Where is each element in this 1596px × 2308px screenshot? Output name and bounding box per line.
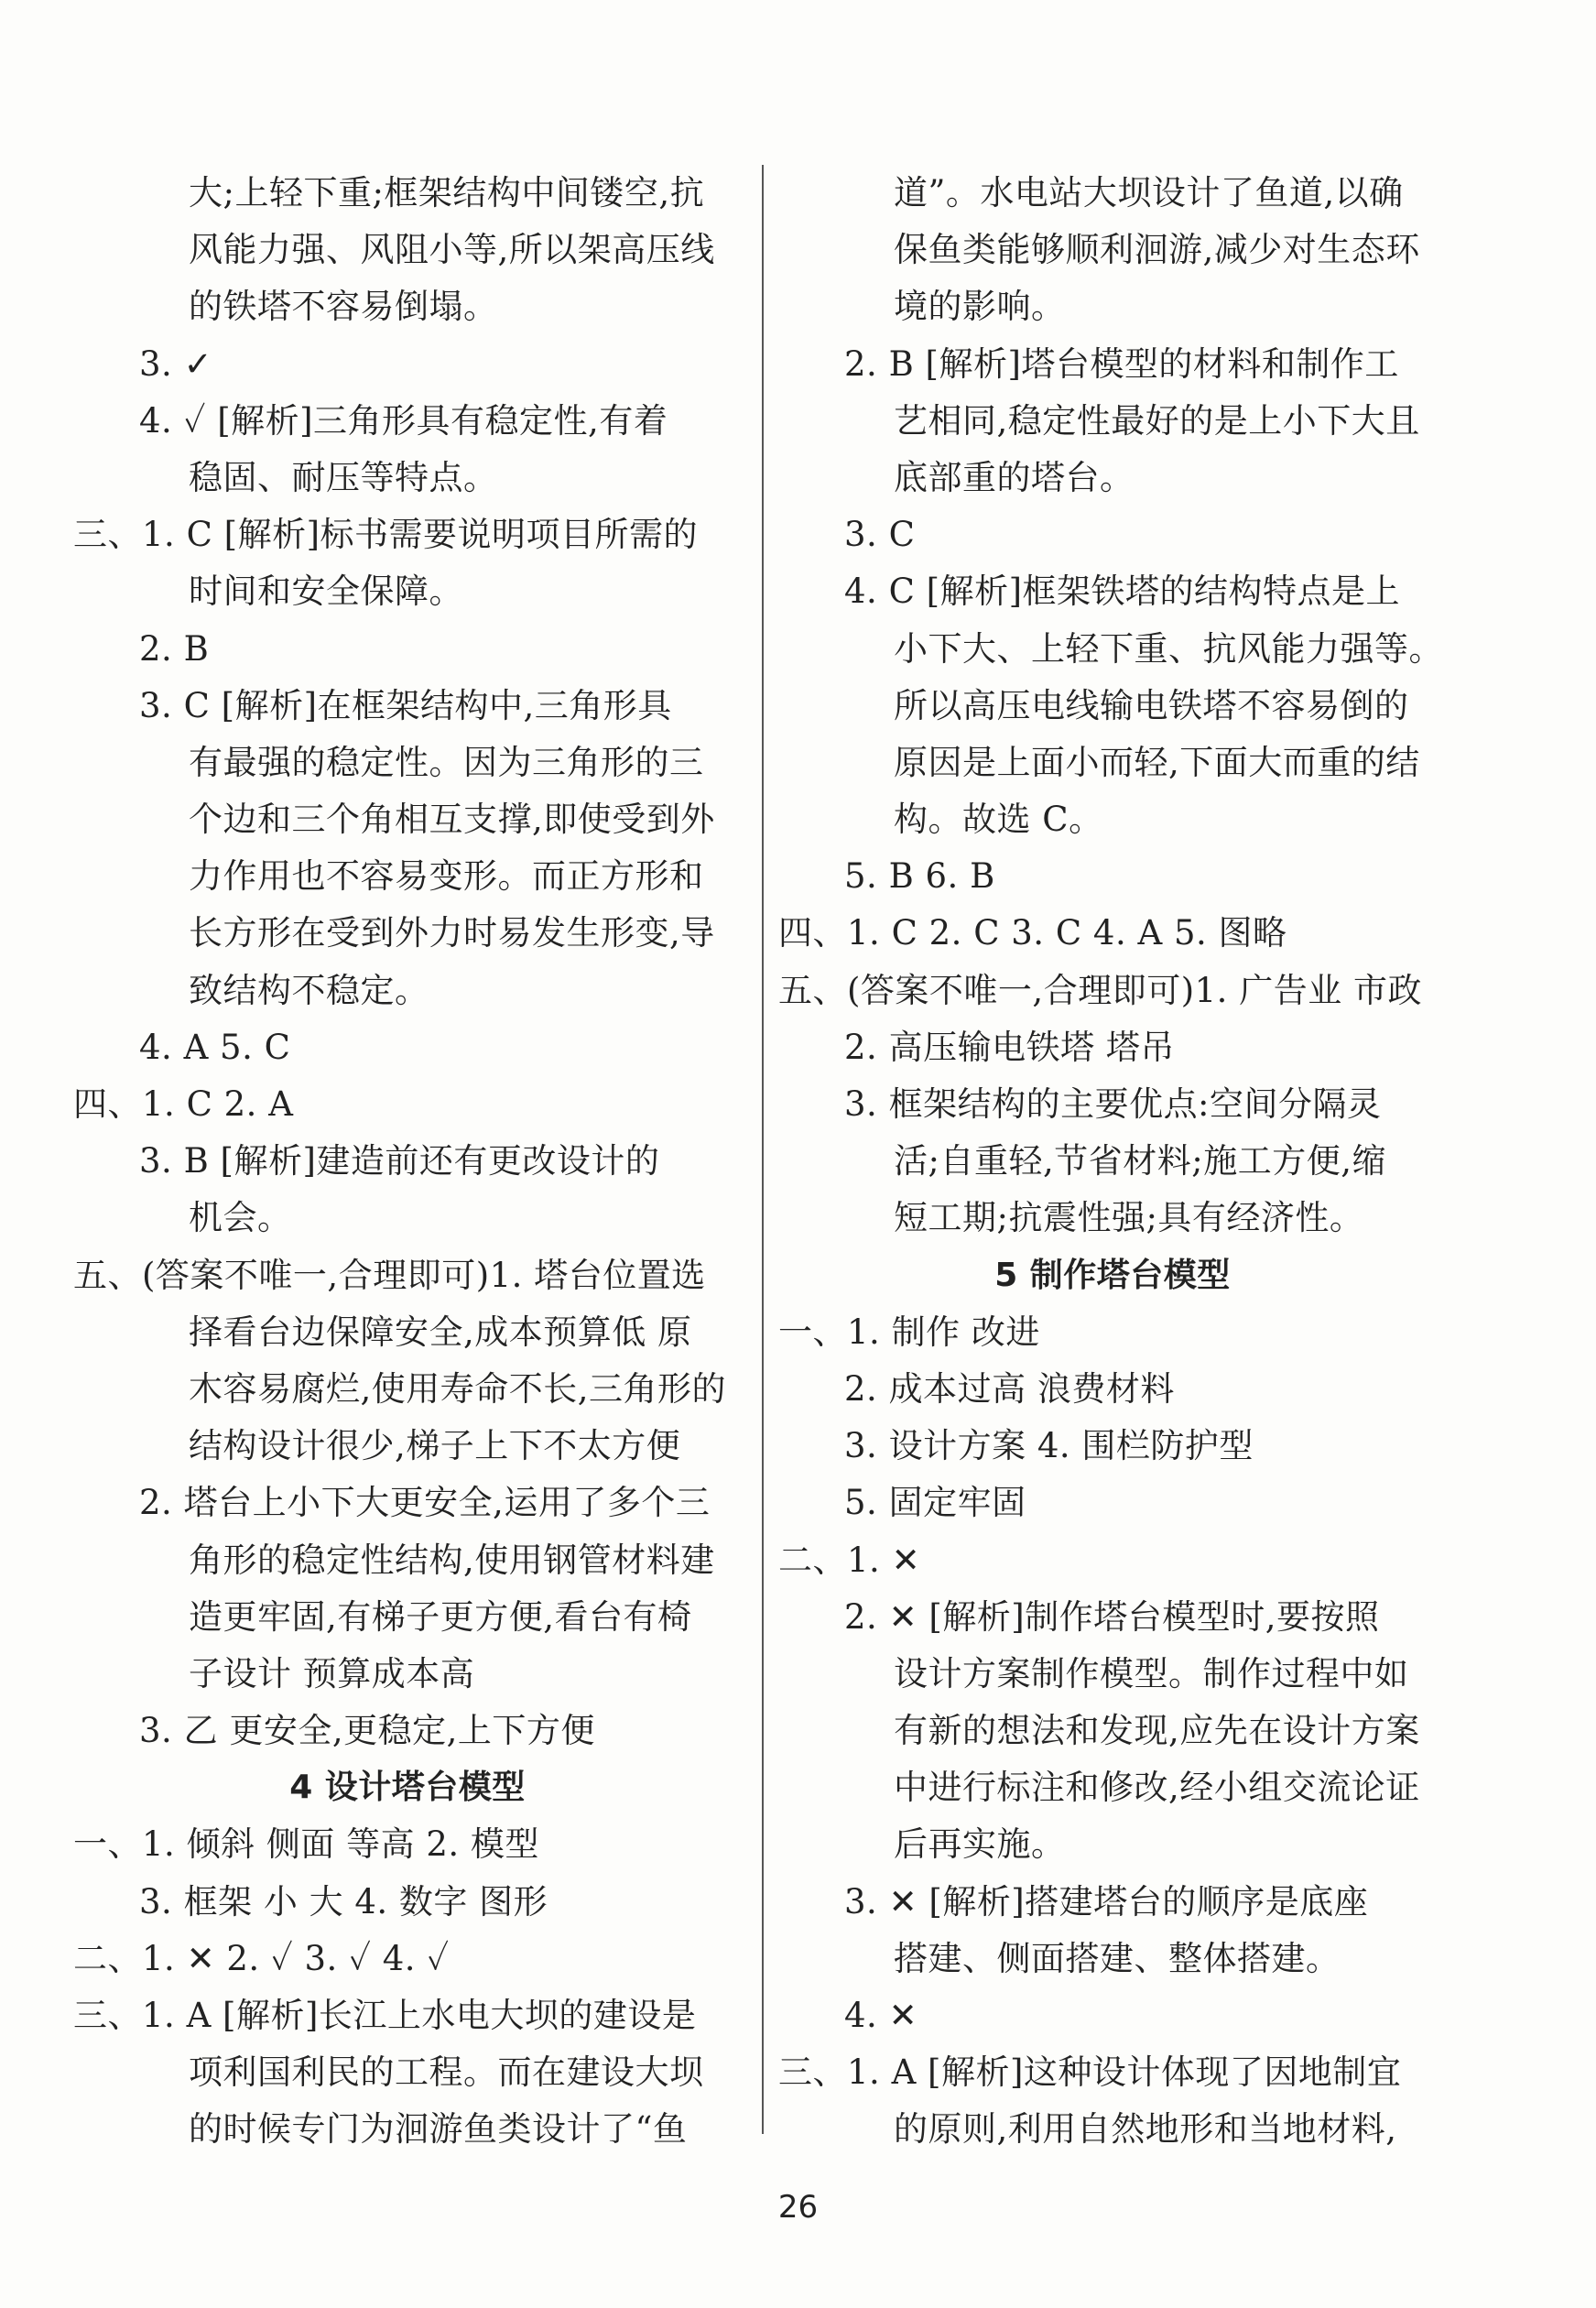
answer-line: 2. 成本过高 浪费材料 <box>844 1368 1175 1409</box>
left-column <box>73 165 742 2159</box>
answer-line: 所以高压电线输电铁塔不容易倒的 <box>894 685 1409 725</box>
answer-line: 2. 塔台上小下大更安全,运用了多个三 <box>139 1483 711 1523</box>
answer-line: 短工期;抗震性强;具有经济性。 <box>894 1198 1364 1238</box>
answer-line: 后再实施。 <box>894 1824 1066 1865</box>
answer-line: 致结构不稳定。 <box>189 970 429 1010</box>
answer-line: 有新的想法和发现,应先在设计方案 <box>894 1711 1420 1751</box>
answer-line: 4. C [解析]框架铁塔的结构特点是上 <box>844 572 1401 612</box>
answer-line: 五、(答案不唯一,合理即可)1. 塔台位置选 <box>73 1255 706 1295</box>
answer-line: 四、1. C 2. A <box>73 1084 294 1124</box>
answer-line: 底部重的塔台。 <box>894 457 1135 497</box>
answer-line: 的原则,利用自然地形和当地材料, <box>894 2109 1397 2150</box>
answer-line: 2. B <box>139 628 210 669</box>
right-column <box>778 165 1447 2159</box>
answer-line: 3. 乙 更安全,更稳定,上下方便 <box>139 1711 595 1751</box>
answer-line: 5. 固定牢固 <box>844 1483 1026 1523</box>
answer-line: 四、1. C 2. C 3. C 4. A 5. 图略 <box>778 913 1287 953</box>
answer-line: 3. B [解析]建造前还有更改设计的 <box>139 1141 660 1181</box>
answer-line: 造更牢固,有梯子更方便,看台有椅 <box>189 1596 692 1637</box>
answer-line: 时间和安全保障。 <box>189 572 463 612</box>
answer-line: 择看台边保障安全,成本预算低 原 <box>189 1312 692 1352</box>
page-number: 26 <box>777 2189 819 2226</box>
answer-line: 机会。 <box>189 1198 292 1238</box>
answer-line: 风能力强、风阻小等,所以架高压线 <box>189 230 715 270</box>
answer-line: 子设计 预算成本高 <box>189 1653 475 1693</box>
answer-line: 3. ✓ <box>139 343 213 384</box>
answer-line: 道”。水电站大坝设计了鱼道,以确 <box>894 173 1404 212</box>
answer-line: 3. C <box>844 515 916 555</box>
answer-line: 力作用也不容易变形。而正方形和 <box>189 856 704 897</box>
answer-line: 3. 框架 小 大 4. 数字 图形 <box>139 1881 548 1922</box>
answer-line: 一、1. 制作 改进 <box>778 1312 1040 1352</box>
answer-line: 5. B 6. B <box>844 856 995 897</box>
answer-line: 构。故选 C。 <box>894 800 1103 840</box>
answer-line: 4. ✓ [解析]三角形具有稳定性,有着 <box>139 400 668 441</box>
answer-line: 2. ✕ [解析]制作塔台模型时,要按照 <box>844 1596 1380 1637</box>
answer-line: 小下大、上轻下重、抗风能力强等。 <box>894 628 1443 669</box>
section-heading: 4 设计塔台模型 <box>289 1769 526 1807</box>
answer-line: 三、1. A [解析]长江上水电大坝的建设是 <box>73 1996 697 2035</box>
answer-line: 设计方案制作模型。制作过程中如 <box>894 1653 1409 1693</box>
answer-line: 2. B [解析]塔台模型的材料和制作工 <box>844 343 1399 384</box>
answer-line: 4. A 5. C <box>139 1027 291 1067</box>
answer-line: 境的影响。 <box>894 287 1066 327</box>
answer-line: 三、1. C [解析]标书需要说明项目所需的 <box>73 515 699 555</box>
answer-line: 大;上轻下重;框架结构中间镂空,抗 <box>189 173 705 212</box>
column-divider <box>762 165 764 2134</box>
answer-line: 的时候专门为洄游鱼类设计了“鱼 <box>189 2109 688 2150</box>
answer-line: 活;自重轻,节省材料;施工方便,缩 <box>894 1141 1386 1181</box>
answer-line: 的铁塔不容易倒塌。 <box>189 287 498 327</box>
answer-line: 结构设计很少,梯子上下不太方便 <box>189 1426 681 1466</box>
answer-line: 4. ✕ <box>844 1996 918 2035</box>
answer-line: 二、1. ✕ 2. ✓ 3. ✓ 4. ✓ <box>73 1938 450 1978</box>
answer-line: 2. 高压输电铁塔 塔吊 <box>844 1027 1175 1067</box>
answer-line: 一、1. 倾斜 侧面 等高 2. 模型 <box>73 1824 539 1865</box>
answer-line: 保鱼类能够顺利洄游,减少对生态环 <box>894 230 1420 270</box>
section-heading: 5 制作塔台模型 <box>994 1256 1231 1294</box>
answer-line: 3. C [解析]在框架结构中,三角形具 <box>139 685 672 725</box>
answer-line: 3. ✕ [解析]搭建塔台的顺序是底座 <box>844 1881 1369 1922</box>
answer-line: 个边和三个角相互支撑,即使受到外 <box>189 800 715 840</box>
answer-line: 二、1. ✕ <box>778 1540 921 1580</box>
answer-line: 项利国利民的工程。而在建设大坝 <box>189 2052 704 2093</box>
answer-line: 原因是上面小而轻,下面大而重的结 <box>894 742 1420 782</box>
answer-line: 中进行标注和修改,经小组交流论证 <box>894 1768 1420 1808</box>
answer-line: 搭建、侧面搭建、整体搭建。 <box>894 1938 1341 1978</box>
answer-line: 角形的稳定性结构,使用钢管材料建 <box>189 1540 715 1580</box>
answer-line: 艺相同,稳定性最好的是上小下大且 <box>894 400 1420 441</box>
answer-line: 木容易腐烂,使用寿命不长,三角形的 <box>189 1368 727 1409</box>
answer-line: 3. 框架结构的主要优点:空间分隔灵 <box>844 1084 1382 1124</box>
answer-line: 三、1. A [解析]这种设计体现了因地制宜 <box>778 2052 1402 2093</box>
answer-line: 3. 设计方案 4. 围栏防护型 <box>844 1426 1254 1466</box>
answer-line: 五、(答案不唯一,合理即可)1. 广告业 市政 <box>778 970 1422 1010</box>
answer-line: 有最强的稳定性。因为三角形的三 <box>189 742 704 782</box>
answer-line: 稳固、耐压等特点。 <box>189 457 498 497</box>
answer-line: 长方形在受到外力时易发生形变,导 <box>189 913 715 953</box>
